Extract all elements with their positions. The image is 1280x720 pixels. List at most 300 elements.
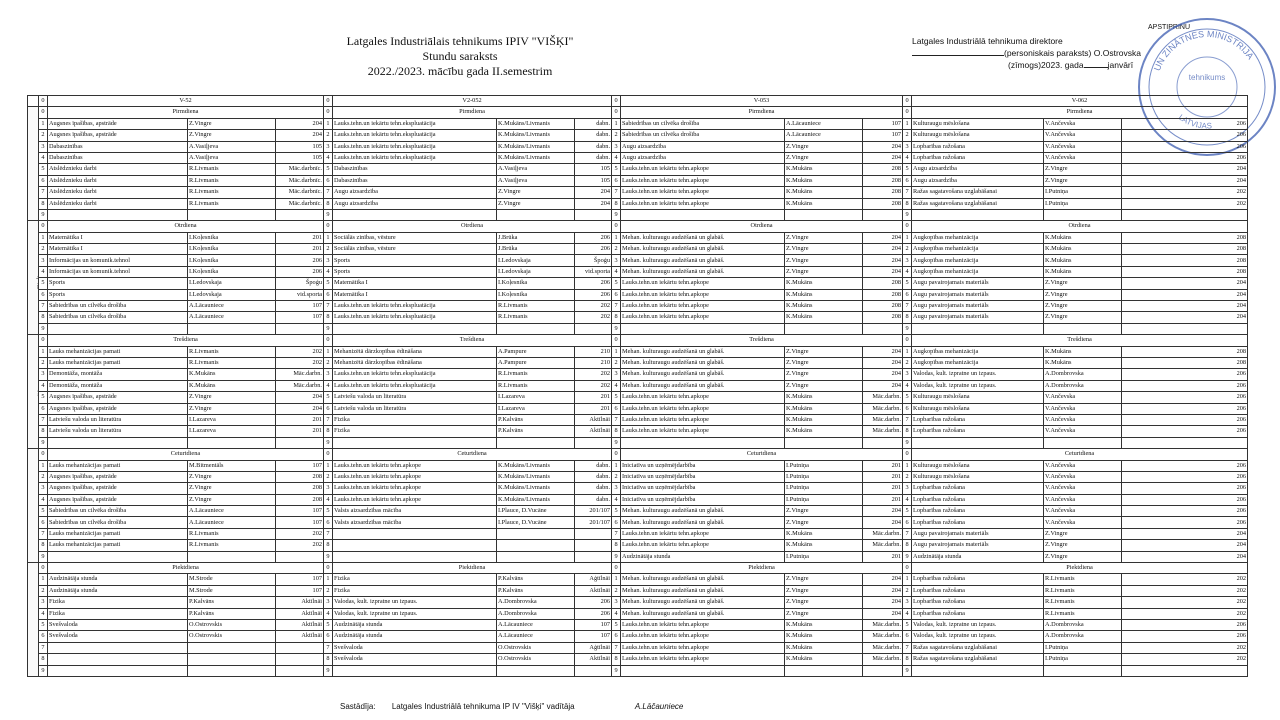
subject-cell: Matemātika I xyxy=(48,244,188,255)
subject-cell: Lauks.tehn.un iekārtu tehn.apkope xyxy=(621,278,785,289)
lesson-num: 6 xyxy=(903,403,912,414)
lesson-num: 0 xyxy=(324,221,333,232)
day-label xyxy=(28,449,39,563)
lesson-num: 9 xyxy=(612,209,621,220)
teacher-cell: Z.Vingre xyxy=(1044,175,1122,186)
room-cell: 206 xyxy=(1122,380,1248,391)
date-line xyxy=(1084,59,1108,68)
teacher-cell: A.Dombrovska xyxy=(1044,619,1122,630)
group-num-cell: 0 xyxy=(39,96,48,107)
teacher-cell: I.Koļesnika xyxy=(188,232,276,243)
teacher-cell: V.Ančevska xyxy=(1044,506,1122,517)
teacher-cell: K.Mukāns xyxy=(785,278,863,289)
lesson-num: 8 xyxy=(324,198,333,209)
room-cell: 202 xyxy=(1122,574,1248,585)
subject-cell: Lopbarības ražošana xyxy=(912,483,1044,494)
teacher-cell: A.Lācauniece xyxy=(188,506,276,517)
room-cell: 204 xyxy=(863,369,903,380)
teacher-cell xyxy=(497,323,575,334)
teacher-cell: Z.Vingre xyxy=(785,152,863,163)
room-cell: Aktīlnāi xyxy=(575,414,612,425)
lesson-num: 6 xyxy=(39,403,48,414)
lesson-num: 8 xyxy=(612,540,621,551)
lesson-num: 2 xyxy=(39,130,48,141)
teacher-cell: Z.Vingre xyxy=(785,597,863,608)
subject-cell: Mehan. kulturaugu audzēšanā un glabāš. xyxy=(621,585,785,596)
teacher-cell: K.Mukāns xyxy=(785,619,863,630)
subject-cell: Lauks.tehn.un iekārtu tehn.apkope xyxy=(621,164,785,175)
room-cell: 208 xyxy=(863,175,903,186)
group-name-1: V2-052 xyxy=(333,96,612,107)
teacher-cell: K.Mukāns xyxy=(1044,266,1122,277)
room-cell: 201 xyxy=(276,426,324,437)
subject-cell: Mehan. kulturaugu audzēšanā un glabāš. xyxy=(621,574,785,585)
lesson-num: 8 xyxy=(903,312,912,323)
lesson-num: 7 xyxy=(324,301,333,312)
lesson-num: 6 xyxy=(39,631,48,642)
lesson-num: 0 xyxy=(612,563,621,574)
lesson-num: 4 xyxy=(324,608,333,619)
footer-label: Sastādīja: xyxy=(340,702,376,711)
room-cell: 107 xyxy=(276,517,324,528)
lesson-num: 3 xyxy=(612,369,621,380)
teacher-cell: V.Ančevska xyxy=(1044,118,1122,129)
table-row xyxy=(28,631,1248,642)
subject-cell: Augsnes īpašības, apstrāde xyxy=(48,403,188,414)
lesson-num: 2 xyxy=(39,244,48,255)
lesson-num: 1 xyxy=(612,574,621,585)
day-header-cell: Pirmdiena xyxy=(48,107,324,118)
teacher-cell: R.Livmanis xyxy=(1044,574,1122,585)
teacher-cell: Z.Vingre xyxy=(785,255,863,266)
teacher-cell xyxy=(188,323,276,334)
lesson-num: 3 xyxy=(324,141,333,152)
subject-cell xyxy=(621,665,785,676)
day-header-cell: Piektdiena xyxy=(621,563,903,574)
teacher-cell: J.Brūka xyxy=(497,244,575,255)
subject-cell: Svešvaloda xyxy=(48,619,188,630)
teacher-cell: A.Pampure xyxy=(497,357,575,368)
subject-cell xyxy=(621,323,785,334)
subject-cell: Lauks.tehn.un iekārtu tehn.apkope xyxy=(621,528,785,539)
room-cell: 206 xyxy=(1122,403,1248,414)
room-cell: Aģtīlnāi xyxy=(575,642,612,653)
room-cell: Aktīlnāi xyxy=(575,426,612,437)
lesson-num: 3 xyxy=(39,483,48,494)
room-cell: Aktīlnāi xyxy=(276,619,324,630)
room-cell: Aktīlnāi xyxy=(276,631,324,642)
subject-cell: Sabiedrības un cilvēka drošība xyxy=(48,517,188,528)
day-header-row xyxy=(28,221,1248,232)
table-row xyxy=(28,517,1248,528)
room-cell: Māc.darbn. xyxy=(863,392,903,403)
table-row xyxy=(28,642,1248,653)
lesson-num: 3 xyxy=(612,597,621,608)
room-cell: Māc.darbn. xyxy=(863,631,903,642)
subject-cell: Informācijas un komunik.tehnol xyxy=(48,255,188,266)
subject-cell: Lopbarības ražošana xyxy=(912,517,1044,528)
lesson-num: 2 xyxy=(324,471,333,482)
footer-text: Latgales Industriālā tehnikuma IP IV "Višķi" vadītāja xyxy=(391,702,575,711)
lesson-num: 9 xyxy=(324,323,333,334)
lesson-num: 3 xyxy=(324,597,333,608)
lesson-num: 5 xyxy=(612,619,621,630)
lesson-num: 2 xyxy=(903,357,912,368)
room-cell xyxy=(863,665,903,676)
teacher-cell: I.Ledovskaja xyxy=(497,255,575,266)
teacher-cell: Z.Vingre xyxy=(1044,312,1122,323)
teacher-cell xyxy=(785,209,863,220)
teacher-cell: K.Mukāns/Livmanis xyxy=(497,494,575,505)
semester-title: 2022./2023. mācību gada II.semestrim xyxy=(367,64,553,78)
room-cell: dabn. xyxy=(575,494,612,505)
lesson-num: 2 xyxy=(903,585,912,596)
room-cell: 107 xyxy=(276,460,324,471)
lesson-num: 0 xyxy=(39,563,48,574)
lesson-num: 2 xyxy=(612,130,621,141)
lesson-num: 8 xyxy=(903,198,912,209)
subject-cell: Matemātika I xyxy=(48,232,188,243)
subject-cell: Lauks mehanizācijas pamati xyxy=(48,528,188,539)
lesson-num: 4 xyxy=(39,494,48,505)
room-cell: 204 xyxy=(863,244,903,255)
room-cell: 206 xyxy=(575,597,612,608)
group-num-cell: 0 xyxy=(903,96,912,107)
lesson-num: 5 xyxy=(612,278,621,289)
teacher-cell: Z.Vingre xyxy=(1044,540,1122,551)
teacher-cell: K.Mukāns xyxy=(785,403,863,414)
lesson-num: 5 xyxy=(39,619,48,630)
room-cell: 208 xyxy=(276,494,324,505)
schedule-body xyxy=(28,96,1248,677)
teacher-cell: K.Mukāns xyxy=(785,289,863,300)
room-cell: 202 xyxy=(575,312,612,323)
subject-cell: Kulturaugu mēslošana xyxy=(912,471,1044,482)
room-cell: 206 xyxy=(575,278,612,289)
room-cell: 202 xyxy=(1122,198,1248,209)
room-cell: 208 xyxy=(1122,255,1248,266)
lesson-num: 0 xyxy=(903,449,912,460)
teacher-cell: A.Lācauniece xyxy=(188,301,276,312)
teacher-cell xyxy=(188,642,276,653)
room-cell: Aktīlnāi xyxy=(276,597,324,608)
teacher-cell xyxy=(785,437,863,448)
teacher-cell: I.Lazareva xyxy=(188,414,276,425)
lesson-num: 6 xyxy=(612,517,621,528)
room-cell: 206 xyxy=(1122,460,1248,471)
teacher-cell: I.Putniņa xyxy=(785,460,863,471)
room-cell: 107 xyxy=(276,312,324,323)
teacher-cell: A.Vasiļjeva xyxy=(497,164,575,175)
room-cell xyxy=(863,323,903,334)
teacher-cell: Z.Vingre xyxy=(497,187,575,198)
lesson-num: 8 xyxy=(903,426,912,437)
subject-cell: Mehanizētā dārzkopības ēdināšana xyxy=(333,346,497,357)
lesson-num: 5 xyxy=(324,164,333,175)
room-cell: 206 xyxy=(1122,506,1248,517)
room-cell: 204 xyxy=(863,255,903,266)
table-row xyxy=(28,403,1248,414)
lesson-num: 9 xyxy=(612,437,621,448)
lesson-num: 2 xyxy=(903,130,912,141)
room-cell: 206 xyxy=(1122,369,1248,380)
room-cell xyxy=(276,323,324,334)
teacher-cell: V.Ančevska xyxy=(1044,141,1122,152)
lesson-num: 5 xyxy=(324,619,333,630)
room-cell: 201/107 xyxy=(575,506,612,517)
teacher-cell: M.Strode xyxy=(188,585,276,596)
room-cell: 206 xyxy=(1122,426,1248,437)
lesson-num: 0 xyxy=(324,563,333,574)
lesson-num: 4 xyxy=(612,494,621,505)
room-cell: Māc.darbn. xyxy=(863,426,903,437)
room-cell: 201 xyxy=(575,403,612,414)
room-cell: Aģtīlnāi xyxy=(575,574,612,585)
lesson-num: 6 xyxy=(324,175,333,186)
lesson-num: 0 xyxy=(39,107,48,118)
subject-cell: Lauks mehanizācijas pamati xyxy=(48,346,188,357)
subject-cell: Lauks.tehn.un iekārtu tehn.apkope xyxy=(621,403,785,414)
subject-cell xyxy=(333,528,497,539)
room-cell: 107 xyxy=(575,631,612,642)
teacher-cell: K.Mukāns/Livmanis xyxy=(497,460,575,471)
subject-cell: Lauks.tehn.un iekārtu tehn.ekspluatācija xyxy=(333,130,497,141)
corner-cell xyxy=(28,96,39,107)
subject-cell: Lauks.tehn.un iekārtu tehn.apkope xyxy=(621,414,785,425)
lesson-num: 7 xyxy=(903,187,912,198)
lesson-num: 9 xyxy=(612,323,621,334)
room-cell: 206 xyxy=(276,255,324,266)
lesson-num: 1 xyxy=(39,460,48,471)
day-header-cell: Pirmdiena xyxy=(912,107,1248,118)
room-cell: Špoģu xyxy=(575,255,612,266)
teacher-cell xyxy=(497,551,575,562)
room-cell: 206 xyxy=(1122,483,1248,494)
teacher-cell: I.Ledovskaja xyxy=(188,278,276,289)
subject-cell: Lauks.tehn.un iekārtu tehn.ekspluatācija xyxy=(333,118,497,129)
lesson-num: 8 xyxy=(39,426,48,437)
room-cell: 204 xyxy=(863,574,903,585)
teacher-cell xyxy=(497,528,575,539)
teacher-cell: R.Livmanis xyxy=(188,187,276,198)
room-cell: 202 xyxy=(1122,597,1248,608)
table-row xyxy=(28,494,1248,505)
teacher-cell: I.Putniņa xyxy=(785,494,863,505)
teacher-cell: Z.Vingre xyxy=(785,506,863,517)
room-cell: 202 xyxy=(276,540,324,551)
subject-cell: Audzinātāja stunda xyxy=(48,574,188,585)
subject-cell: Fizika xyxy=(333,426,497,437)
room-cell: 202 xyxy=(1122,187,1248,198)
teacher-cell: K.Mukāns xyxy=(1044,255,1122,266)
room-cell: 202 xyxy=(575,380,612,391)
room-cell: 206 xyxy=(575,244,612,255)
teacher-cell: I.Putniņa xyxy=(1044,187,1122,198)
teacher-cell: K.Mukāns xyxy=(1044,244,1122,255)
teacher-cell xyxy=(188,551,276,562)
teacher-cell: Z.Vingre xyxy=(188,130,276,141)
teacher-cell: Z.Vingre xyxy=(785,369,863,380)
room-cell: 201 xyxy=(276,244,324,255)
subject-cell xyxy=(48,642,188,653)
room-cell xyxy=(1122,209,1248,220)
approval-line-2 xyxy=(912,47,1162,59)
table-row xyxy=(28,665,1248,676)
room-cell: Māc.darbn. xyxy=(863,654,903,665)
subject-cell: Lopbarības ražošana xyxy=(912,608,1044,619)
teacher-cell: K.Mukāns xyxy=(785,301,863,312)
lesson-num: 3 xyxy=(612,483,621,494)
teacher-cell: K.Mukāns xyxy=(785,426,863,437)
lesson-num: 7 xyxy=(324,642,333,653)
lesson-num: 6 xyxy=(903,175,912,186)
subject-cell: Dabaszinības xyxy=(333,164,497,175)
lesson-num: 8 xyxy=(39,198,48,209)
lesson-num: 3 xyxy=(324,483,333,494)
teacher-cell: K.Mukāns xyxy=(785,312,863,323)
room-cell: 204 xyxy=(863,346,903,357)
day-label xyxy=(28,221,39,335)
teacher-cell: R.Livmanis xyxy=(1044,608,1122,619)
lesson-num: 5 xyxy=(612,164,621,175)
room-cell: 206 xyxy=(1122,494,1248,505)
lesson-num: 8 xyxy=(324,540,333,551)
teacher-cell: Z.Vingre xyxy=(1044,528,1122,539)
table-row xyxy=(28,460,1248,471)
teacher-cell: P.Kalvāns xyxy=(188,608,276,619)
lesson-num: 7 xyxy=(612,301,621,312)
room-cell: 208 xyxy=(1122,244,1248,255)
subject-cell: Lauks.tehn.un iekārtu tehn.apkope xyxy=(621,642,785,653)
teacher-cell: K.Mukāns xyxy=(785,392,863,403)
room-cell xyxy=(276,654,324,665)
subject-cell: Augu pavairojamais materiāls xyxy=(912,312,1044,323)
table-row xyxy=(28,312,1248,323)
lesson-num: 3 xyxy=(39,141,48,152)
room-cell xyxy=(276,209,324,220)
subject-cell: Augu aizsardzība xyxy=(912,175,1044,186)
teacher-cell: A.Lācauniece xyxy=(188,312,276,323)
teacher-cell: Z.Vingre xyxy=(785,244,863,255)
room-cell: 208 xyxy=(863,164,903,175)
day-header-cell: Ceturtdiena xyxy=(621,449,903,460)
teacher-cell: Z.Vingre xyxy=(785,380,863,391)
teacher-cell: I.Putniņa xyxy=(1044,654,1122,665)
table-row xyxy=(28,323,1248,334)
day-header-cell: Piektdiena xyxy=(912,563,1248,574)
subject-cell: Augu pavairojamais materiāls xyxy=(912,289,1044,300)
subject-cell: Mehan. kulturaugu audzēšanā un glabāš. xyxy=(621,517,785,528)
subject-cell: Fizika xyxy=(48,608,188,619)
lesson-num: 9 xyxy=(903,437,912,448)
lesson-num: 7 xyxy=(39,528,48,539)
lesson-num: 9 xyxy=(903,551,912,562)
teacher-cell: R.Livmanis xyxy=(188,540,276,551)
room-cell: Māc.darbn. xyxy=(276,380,324,391)
subject-cell: Iniciatīva un uzņēmējdarbība xyxy=(621,494,785,505)
lesson-num: 2 xyxy=(39,357,48,368)
room-cell: 208 xyxy=(863,312,903,323)
teacher-cell: R.Livmanis xyxy=(497,380,575,391)
lesson-num: 9 xyxy=(39,665,48,676)
day-header-cell: Trešdiena xyxy=(333,335,612,346)
teacher-cell: Z.Vingre xyxy=(1044,278,1122,289)
table-row xyxy=(28,540,1248,551)
room-cell: 204 xyxy=(863,506,903,517)
room-cell: Māc.darbn. xyxy=(863,528,903,539)
teacher-cell: P.Kalvāns xyxy=(188,597,276,608)
room-cell: 204 xyxy=(863,597,903,608)
subject-cell: Iniciatīva un uzņēmējdarbība xyxy=(621,460,785,471)
subject-cell: Augsnes īpašības, apstrāde xyxy=(48,130,188,141)
table-row xyxy=(28,483,1248,494)
room-cell: 201 xyxy=(276,232,324,243)
subject-cell: Augkopības mehanizācija xyxy=(912,255,1044,266)
lesson-num: 7 xyxy=(612,414,621,425)
subject-cell: Augkopības mehanizācija xyxy=(912,357,1044,368)
room-cell: 206 xyxy=(1122,414,1248,425)
lesson-num: 4 xyxy=(39,608,48,619)
room-cell: 204 xyxy=(276,392,324,403)
stamp-bottom-text: LATVIJAS xyxy=(1176,112,1213,131)
table-row xyxy=(28,164,1248,175)
lesson-num: 5 xyxy=(612,506,621,517)
teacher-cell: Z.Vingre xyxy=(1044,301,1122,312)
day-header-cell: Trešdiena xyxy=(621,335,903,346)
school-title: Latgales Industriālais tehnikums IPIV "VIŠĶI" xyxy=(346,34,574,48)
day-header-row xyxy=(28,107,1248,118)
lesson-num: 1 xyxy=(324,346,333,357)
lesson-num: 4 xyxy=(612,266,621,277)
subject-cell xyxy=(333,323,497,334)
day-header-cell: Ceturtdiena xyxy=(48,449,324,460)
room-cell: 208 xyxy=(863,278,903,289)
subject-cell: Lauks.tehn.un iekārtu tehn.apkope xyxy=(621,654,785,665)
subject-cell: Lauks.tehn.un iekārtu tehn.ekspluatācija xyxy=(333,380,497,391)
day-header-cell: Otrdiena xyxy=(621,221,903,232)
lesson-num: 9 xyxy=(903,209,912,220)
subject-cell xyxy=(912,665,1044,676)
table-row xyxy=(28,232,1248,243)
lesson-num: 2 xyxy=(612,244,621,255)
teacher-cell: V.Ančevska xyxy=(1044,517,1122,528)
teacher-cell: Z.Vingre xyxy=(188,392,276,403)
lesson-num: 0 xyxy=(324,449,333,460)
lesson-num: 0 xyxy=(903,221,912,232)
teacher-cell: Z.Vingre xyxy=(785,346,863,357)
subject-cell: Lauks.tehn.un iekārtu tehn.apkope xyxy=(621,619,785,630)
lesson-num: 2 xyxy=(612,585,621,596)
subject-cell: Mehan. kulturaugu audzēšanā un glabāš. xyxy=(621,244,785,255)
lesson-num: 6 xyxy=(903,631,912,642)
teacher-cell: K.Mukāns/Livmanis xyxy=(497,152,575,163)
teacher-cell: Z.Vingre xyxy=(1044,289,1122,300)
room-cell: 206 xyxy=(1122,141,1248,152)
lesson-num: 2 xyxy=(324,585,333,596)
room-cell: Māc.darbn. xyxy=(863,540,903,551)
lesson-num: 7 xyxy=(612,187,621,198)
day-header-cell: Ceturtdiena xyxy=(912,449,1248,460)
lesson-num: 6 xyxy=(612,175,621,186)
subject-cell: Augkopības mehanizācija xyxy=(912,244,1044,255)
subject-cell: Valodas, kult. izpratne un izpaus. xyxy=(912,369,1044,380)
teacher-cell: K.Mukāns xyxy=(785,198,863,209)
table-row xyxy=(28,278,1248,289)
lesson-num: 9 xyxy=(612,665,621,676)
table-row xyxy=(28,175,1248,186)
room-cell: 206 xyxy=(575,232,612,243)
lesson-num: 0 xyxy=(903,107,912,118)
